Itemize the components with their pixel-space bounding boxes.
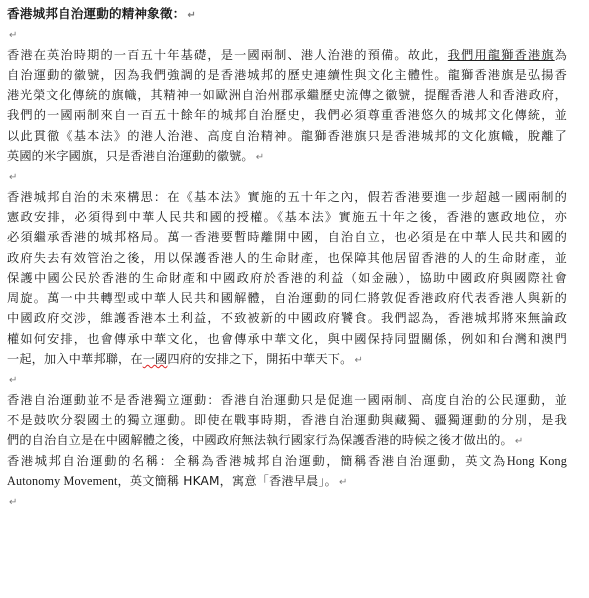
- para2-line2: 憲政安排，必須得到中華人民共和國的授權。《基本法》實施五十年之後，香港的憲政地位，亦: [7, 209, 567, 224]
- para3-line4: [7, 451, 567, 471]
- paragraph-mark-icon: ↵: [9, 375, 18, 387]
- para2-line8: 權如何安排，也會傳承中華文化，也會傳承中華文化，與中國保持同盟關係，例如和台灣和澳門: [7, 331, 567, 346]
- para1-text: 為: [554, 47, 567, 62]
- para1-line4: 我們的一國兩制來自一百五十餘年的城邦自治歷史，我們必須尊重香港悠久的城邦文化傳統，並: [7, 108, 567, 123]
- para1-line3: 港光榮文化傳統的旗幟，其精神一如歐洲自治州郡承繼歷史流傳之徽號，提醒香港人和香港政府，: [7, 88, 567, 103]
- para2-line5: 保護中國公民於香港的生命財產和中國政府於香港的利益（如金融），協助中國政府與國際社會: [7, 270, 567, 285]
- para2-line7: 中國政府交涉，維護香港本土利益，不致被新的中國政府饕食。我們認為，香港城邦將來無論政: [7, 311, 567, 326]
- paragraph-mark-icon: ↵: [354, 355, 363, 367]
- para1-line2: 自治運動的徽號，因為我們強調的是香港城邦的歷史連續性與文化主體性。龍獅香港旗是弘揚香: [7, 67, 567, 82]
- para2-line4: 政府失去有效管治之後，用以保護香港人的生命財產，也保障其他居留香港的人的生命財產，並: [7, 250, 567, 265]
- paragraph-mark-icon: ↵: [9, 30, 18, 42]
- para2-text: 一起，加入中華邦聯，在: [7, 352, 143, 367]
- para2-line1: 香港城邦自治的未來構思：在《基本法》實施的五十年之內，假若香港要進一步超越一國兩制的: [7, 189, 567, 204]
- para3-text: 們的自治自立是在中國解體之後，中國政府無法執行國家行為保護香港的時候之後才做出的。: [7, 433, 513, 448]
- title-text: 香港城邦自治運動的精神象徵：: [7, 6, 186, 21]
- para1-line5: 以此貫徹《基本法》的港人治港、高度自治精神。龍獅香港旗只是香港城邦的文化旗幟，脫離了: [7, 128, 567, 143]
- paragraph-mark-icon: ↵: [255, 152, 265, 164]
- para1-text: 英國的米字國旗，只是香港自治運動的徽號。: [7, 149, 254, 164]
- para1-text: 香港在英治時期的一百五十年基礎，是一國兩制、港人治港的預備。故此，: [7, 47, 448, 62]
- para3-line1: 香港自治運動並不是香港獨立運動：香港自治運動只是促進一國兩制、高度自治的公民運動，並: [7, 392, 567, 407]
- blank-line: [7, 166, 567, 186]
- para3-text: 香港城邦自治運動的名稱：全稱為香港城邦自治運動，簡稱香港自治運動，英文為: [7, 453, 507, 468]
- para2-text: 四府的安排之下，開拓中華天下。: [167, 352, 353, 367]
- blank-line: [7, 24, 567, 44]
- para3-line2: 不是鼓吹分裂國土的獨立運動。即使在戰事時期，香港自治運動與藏獨、疆獨運動的分別，是我: [7, 412, 567, 427]
- para3-line3: [7, 430, 567, 450]
- para3-text: ，英文簡稱 HKAM，寓意「香港早晨」。: [117, 473, 337, 488]
- english-name-text: Hong Kong: [506, 453, 567, 468]
- para1-line1: [7, 45, 567, 65]
- para2-line6: 周旋。萬一中共轉型或中華人民共和國解體，自治運動的同仁將敦促香港政府代表香港人與新的: [7, 291, 567, 306]
- paragraph-mark-icon: ↵: [9, 497, 18, 509]
- para1-line6: [7, 146, 567, 166]
- paragraph-mark-icon: ↵: [187, 10, 196, 21]
- english-name-text: Autonomy Movement: [7, 473, 118, 488]
- para3-line5: [7, 471, 567, 491]
- blank-line: [7, 369, 567, 389]
- para2-line3: 必須繼承香港的城邦格局。萬一香港要暫時離開中國，自治自立，也必須是在中華人民共和國的: [7, 230, 567, 245]
- para2-line9: [7, 349, 567, 369]
- underlined-phrase: 我們用龍獅香港旗: [447, 47, 555, 62]
- document-title: [7, 4, 567, 24]
- paragraph-mark-icon: ↵: [514, 436, 524, 448]
- paragraph-mark-icon: ↵: [9, 172, 18, 184]
- paragraph-mark-icon: ↵: [338, 476, 348, 488]
- blank-line: [7, 491, 567, 511]
- spellcheck-flagged-word[interactable]: 一國: [142, 352, 168, 367]
